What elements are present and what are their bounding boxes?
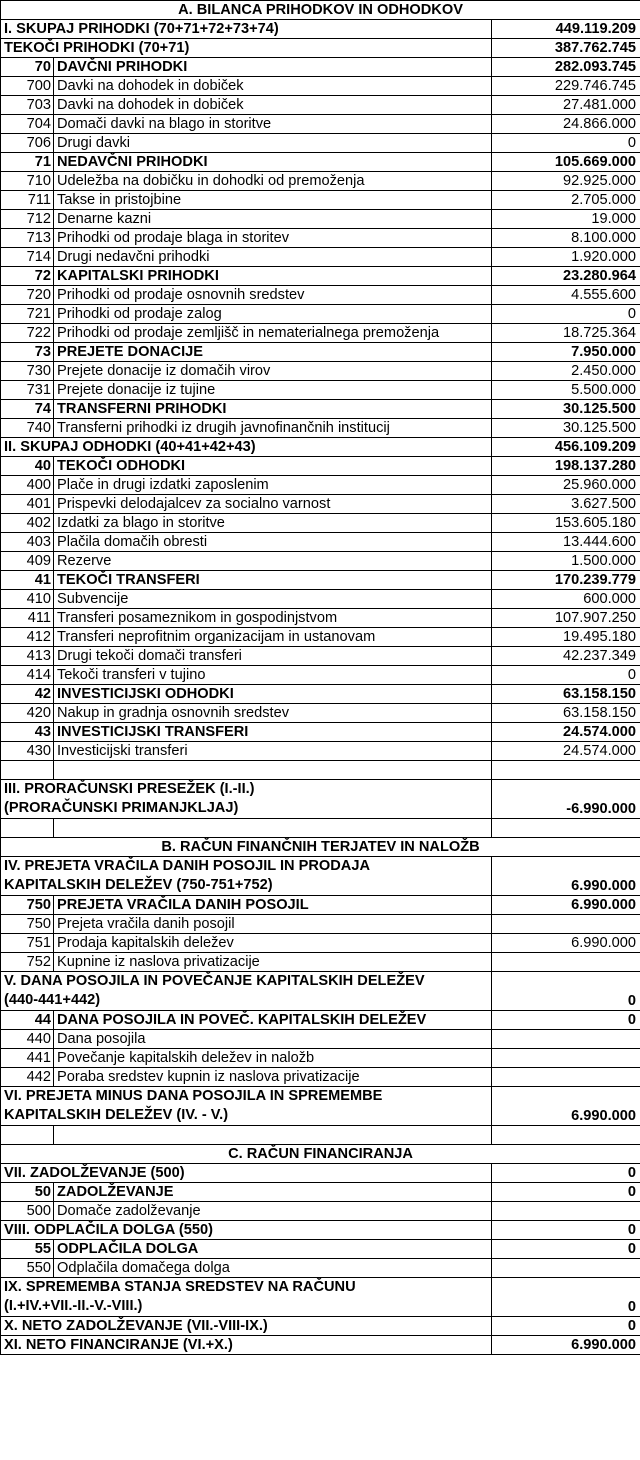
section-header-row [1,1,640,20]
account-row [1,267,640,286]
account-row [1,896,640,915]
account-code: 700 [1,77,54,96]
account-row [1,685,640,704]
account-amount: 4.555.600 [492,286,640,305]
blank-cell [1,761,54,780]
section-header-row [1,838,640,857]
account-amount: 63.158.150 [492,704,640,723]
account-code: 42 [1,685,54,704]
account-label: Plačila domačih obresti [54,533,492,552]
summary-label-line: KAPITALSKIH DELEŽEV (IV. - V.) [4,1107,229,1123]
section-header-row [1,1145,640,1164]
blank-row [1,761,640,780]
account-label: TRANSFERNI PRIHODKI [54,400,492,419]
account-row [1,666,640,685]
blank-row [1,819,640,838]
account-row [1,1011,640,1030]
account-code: 401 [1,495,54,514]
account-amount: 2.705.000 [492,191,640,210]
summary-amount: 0 [492,972,640,1011]
account-amount: 19.495.180 [492,628,640,647]
account-amount: 1.500.000 [492,552,640,571]
summary-amount: -6.990.000 [492,780,640,819]
account-row [1,96,640,115]
summary-label [1,972,492,1011]
blank-cell [54,1126,492,1145]
summary-label [1,780,492,819]
section-header-title: C. RAČUN FINANCIRANJA [1,1145,640,1164]
budget-table-body [1,1,640,1355]
summary-row-two-line [1,1087,640,1126]
account-label: PREJETA VRAČILA DANIH POSOJIL [54,896,492,915]
account-row [1,77,640,96]
account-amount: 7.950.000 [492,343,640,362]
summary-row-two-line [1,857,640,896]
account-amount: 170.239.779 [492,571,640,590]
account-code: 720 [1,286,54,305]
account-amount: 0 [492,305,640,324]
account-label: Davki na dohodek in dobiček [54,77,492,96]
account-label: PREJETE DONACIJE [54,343,492,362]
account-row [1,343,640,362]
account-amount: 6.990.000 [492,896,640,915]
account-code: 730 [1,362,54,381]
account-row [1,571,640,590]
account-label: Prihodki od prodaje osnovnih sredstev [54,286,492,305]
account-code: 750 [1,896,54,915]
account-label: Denarne kazni [54,210,492,229]
account-label: Prejeta vračila danih posojil [54,915,492,934]
account-row [1,134,640,153]
account-amount [492,915,640,934]
account-amount: 27.481.000 [492,96,640,115]
summary-amount: 0 [492,1164,640,1183]
summary-row [1,1336,640,1355]
summary-label: TEKOČI PRIHODKI (70+71) [1,39,492,58]
section-header-title: A. BILANCA PRIHODKOV IN ODHODKOV [1,1,640,20]
account-label: INVESTICIJSKI ODHODKI [54,685,492,704]
blank-cell [492,1126,640,1145]
account-row [1,115,640,134]
account-code: 722 [1,324,54,343]
account-row [1,647,640,666]
account-code: 740 [1,419,54,438]
account-amount: 3.627.500 [492,495,640,514]
account-code: 55 [1,1240,54,1259]
account-amount: 282.093.745 [492,58,640,77]
account-row [1,590,640,609]
account-amount: 153.605.180 [492,514,640,533]
account-code: 41 [1,571,54,590]
account-amount: 0 [492,1240,640,1259]
account-label: Povečanje kapitalskih deležev in naložb [54,1049,492,1068]
summary-row [1,1164,640,1183]
account-code: 711 [1,191,54,210]
account-row [1,324,640,343]
account-row [1,210,640,229]
account-row [1,628,640,647]
summary-amount: 6.990.000 [492,1087,640,1126]
account-code: 409 [1,552,54,571]
blank-cell [492,761,640,780]
account-label: TEKOČI TRANSFERI [54,571,492,590]
account-label: Prihodki od prodaje zemljišč in nematerialnega premoženja [54,324,492,343]
summary-amount: 387.762.745 [492,39,640,58]
summary-label [1,1278,492,1317]
account-row [1,723,640,742]
account-amount: 92.925.000 [492,172,640,191]
section-header-title: B. RAČUN FINANČNIH TERJATEV IN NALOŽB [1,838,640,857]
account-label: Udeležba na dobičku in dohodki od premoženja [54,172,492,191]
account-amount: 30.125.500 [492,400,640,419]
summary-label [1,1087,492,1126]
account-code: 50 [1,1183,54,1202]
summary-row-two-line [1,1278,640,1317]
account-label: Prodaja kapitalskih deležev [54,934,492,953]
account-label: Poraba sredstev kupnin iz naslova privatizacije [54,1068,492,1087]
account-label: Prejete donacije iz tujine [54,381,492,400]
account-label: Domači davki na blago in storitve [54,115,492,134]
summary-label: XI. NETO FINANCIRANJE (VI.+X.) [1,1336,492,1355]
account-amount: 63.158.150 [492,685,640,704]
account-row [1,1068,640,1087]
account-label: Prihodki od prodaje blaga in storitev [54,229,492,248]
blank-cell [1,1126,54,1145]
blank-cell [54,761,492,780]
account-label: Prejete donacije iz domačih virov [54,362,492,381]
account-code: 412 [1,628,54,647]
account-label: Izdatki za blago in storitve [54,514,492,533]
summary-label-line: (PRORAČUNSKI PRIMANJKLJAJ) [4,800,239,816]
summary-label-line: (I.+IV.+VII.-II.-V.-VIII.) [4,1298,143,1314]
account-label: Prispevki delodajalcev za socialno varnost [54,495,492,514]
account-code: 40 [1,457,54,476]
account-label: Dana posojila [54,1030,492,1049]
account-amount: 42.237.349 [492,647,640,666]
summary-label-line: III. PRORAČUNSKI PRESEŽEK (I.-II.) [4,781,255,797]
account-row [1,172,640,191]
summary-label: II. SKUPAJ ODHODKI (40+41+42+43) [1,438,492,457]
account-amount: 13.444.600 [492,533,640,552]
account-amount: 24.866.000 [492,115,640,134]
account-amount: 105.669.000 [492,153,640,172]
account-row [1,381,640,400]
account-row [1,514,640,533]
account-code: 731 [1,381,54,400]
summary-label-line: VI. PREJETA MINUS DANA POSOJILA IN SPREMEMBE [4,1088,383,1104]
account-amount: 18.725.364 [492,324,640,343]
account-label: Transferi neprofitnim organizacijam in ustanovam [54,628,492,647]
account-amount [492,1259,640,1278]
account-row [1,742,640,761]
blank-row [1,1126,640,1145]
account-label: Rezerve [54,552,492,571]
summary-amount: 6.990.000 [492,1336,640,1355]
account-row [1,552,640,571]
account-row [1,286,640,305]
account-amount: 2.450.000 [492,362,640,381]
blank-cell [1,819,54,838]
account-code: 402 [1,514,54,533]
account-row [1,915,640,934]
summary-row-two-line [1,780,640,819]
summary-label [1,857,492,896]
account-amount: 25.960.000 [492,476,640,495]
summary-amount: 0 [492,1317,640,1336]
account-label: Drugi nedavčni prihodki [54,248,492,267]
account-amount: 1.920.000 [492,248,640,267]
account-label: Transferni prihodki iz drugih javnofinančnih institucij [54,419,492,438]
summary-label-line: (440-441+442) [4,992,101,1008]
account-code: 703 [1,96,54,115]
summary-label-line: V. DANA POSOJILA IN POVEČANJE KAPITALSKIH DELEŽEV [4,973,425,989]
account-code: 713 [1,229,54,248]
account-row [1,153,640,172]
account-amount [492,1049,640,1068]
account-amount: 600.000 [492,590,640,609]
account-code: 714 [1,248,54,267]
summary-label-line: KAPITALSKIH DELEŽEV (750-751+752) [4,877,273,893]
account-label: Davki na dohodek in dobiček [54,96,492,115]
account-code: 442 [1,1068,54,1087]
account-label: Odplačila domačega dolga [54,1259,492,1278]
account-amount: 24.574.000 [492,742,640,761]
account-label: NEDAVČNI PRIHODKI [54,153,492,172]
account-row [1,704,640,723]
summary-amount: 0 [492,1221,640,1240]
summary-amount: 0 [492,1278,640,1317]
summary-row [1,1221,640,1240]
account-row [1,609,640,628]
account-code: 70 [1,58,54,77]
account-code: 710 [1,172,54,191]
summary-label: X. NETO ZADOLŽEVANJE (VII.-VIII-IX.) [1,1317,492,1336]
account-label: Plače in drugi izdatki zaposlenim [54,476,492,495]
summary-label-line: IV. PREJETA VRAČILA DANIH POSOJIL IN PRODAJA [4,858,370,874]
account-code: 721 [1,305,54,324]
account-row [1,400,640,419]
account-code: 440 [1,1030,54,1049]
account-amount [492,953,640,972]
account-amount: 0 [492,1183,640,1202]
account-code: 403 [1,533,54,552]
account-code: 752 [1,953,54,972]
account-row [1,1030,640,1049]
account-code: 413 [1,647,54,666]
account-row [1,1183,640,1202]
account-amount: 0 [492,1011,640,1030]
summary-row [1,20,640,39]
account-row [1,362,640,381]
account-label: Transferi posameznikom in gospodinjstvom [54,609,492,628]
account-row [1,457,640,476]
account-row [1,191,640,210]
account-code: 500 [1,1202,54,1221]
account-label: Subvencije [54,590,492,609]
summary-amount: 449.119.209 [492,20,640,39]
account-code: 410 [1,590,54,609]
account-amount: 23.280.964 [492,267,640,286]
account-label: DAVČNI PRIHODKI [54,58,492,77]
account-code: 44 [1,1011,54,1030]
account-label: DANA POSOJILA IN POVEČ. KAPITALSKIH DELEŽEV [54,1011,492,1030]
account-row [1,305,640,324]
account-label: Takse in pristojbine [54,191,492,210]
account-label: KAPITALSKI PRIHODKI [54,267,492,286]
account-code: 420 [1,704,54,723]
account-row [1,953,640,972]
account-code: 750 [1,915,54,934]
account-row [1,1240,640,1259]
account-amount [492,1068,640,1087]
account-code: 712 [1,210,54,229]
account-row [1,1202,640,1221]
account-code: 414 [1,666,54,685]
summary-label: I. SKUPAJ PRIHODKI (70+71+72+73+74) [1,20,492,39]
account-code: 704 [1,115,54,134]
account-label: INVESTICIJSKI TRANSFERI [54,723,492,742]
account-label: Tekoči transferi v tujino [54,666,492,685]
account-row [1,533,640,552]
account-code: 43 [1,723,54,742]
account-label: Prihodki od prodaje zalog [54,305,492,324]
account-row [1,229,640,248]
account-amount: 107.907.250 [492,609,640,628]
account-code: 400 [1,476,54,495]
account-row [1,58,640,77]
summary-row [1,438,640,457]
account-code: 71 [1,153,54,172]
summary-amount: 456.109.209 [492,438,640,457]
account-row [1,419,640,438]
summary-row-two-line [1,972,640,1011]
account-label: ZADOLŽEVANJE [54,1183,492,1202]
account-amount: 30.125.500 [492,419,640,438]
account-label: Drugi tekoči domači transferi [54,647,492,666]
account-amount: 8.100.000 [492,229,640,248]
blank-cell [54,819,492,838]
summary-amount: 6.990.000 [492,857,640,896]
account-row [1,1259,640,1278]
account-amount: 0 [492,134,640,153]
account-label: Drugi davki [54,134,492,153]
account-code: 430 [1,742,54,761]
account-row [1,495,640,514]
account-code: 706 [1,134,54,153]
account-amount [492,1030,640,1049]
account-amount: 229.746.745 [492,77,640,96]
account-label: TEKOČI ODHODKI [54,457,492,476]
summary-label-line: IX. SPREMEMBA STANJA SREDSTEV NA RAČUNU [4,1279,356,1295]
account-amount: 6.990.000 [492,934,640,953]
account-label: Domače zadolževanje [54,1202,492,1221]
summary-label: VIII. ODPLAČILA DOLGA (550) [1,1221,492,1240]
account-row [1,248,640,267]
account-code: 441 [1,1049,54,1068]
account-code: 73 [1,343,54,362]
account-code: 72 [1,267,54,286]
account-row [1,934,640,953]
summary-row [1,39,640,58]
summary-row [1,1317,640,1336]
account-label: Investicijski transferi [54,742,492,761]
summary-label: VII. ZADOLŽEVANJE (500) [1,1164,492,1183]
account-code: 751 [1,934,54,953]
account-amount: 5.500.000 [492,381,640,400]
account-code: 550 [1,1259,54,1278]
account-amount [492,1202,640,1221]
account-amount: 198.137.280 [492,457,640,476]
account-amount: 24.574.000 [492,723,640,742]
blank-cell [492,819,640,838]
account-amount: 19.000 [492,210,640,229]
account-code: 411 [1,609,54,628]
account-row [1,1049,640,1068]
account-label: ODPLAČILA DOLGA [54,1240,492,1259]
account-row [1,476,640,495]
account-amount: 0 [492,666,640,685]
account-label: Kupnine iz naslova privatizacije [54,953,492,972]
account-code: 74 [1,400,54,419]
account-label: Nakup in gradnja osnovnih sredstev [54,704,492,723]
